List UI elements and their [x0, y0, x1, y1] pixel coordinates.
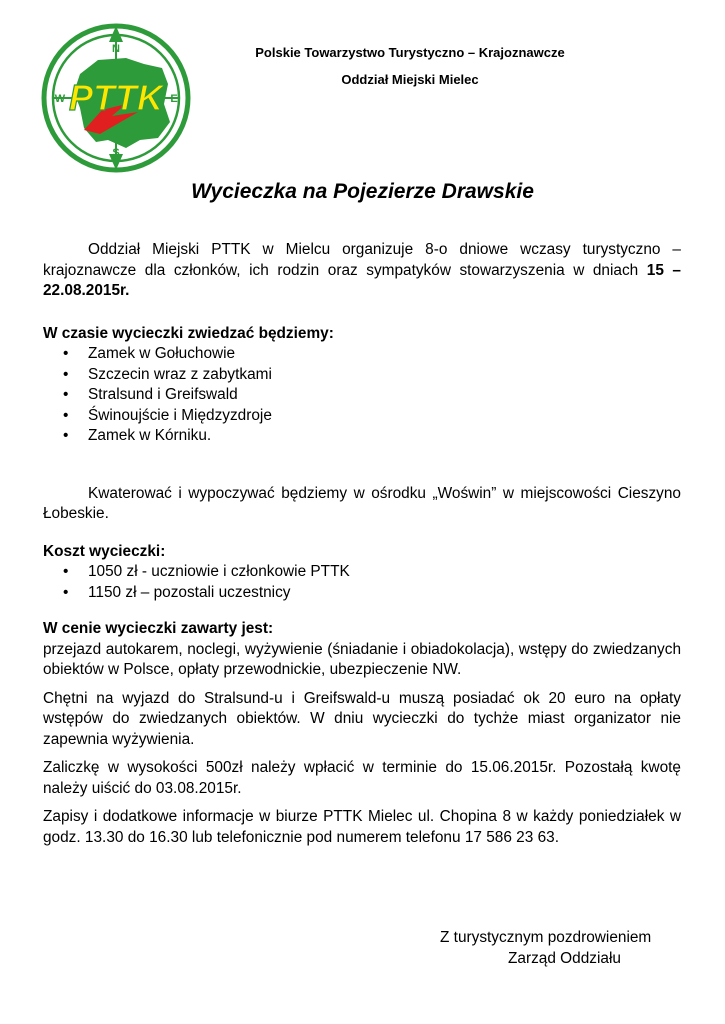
note-paragraph: Zapisy i dodatkowe informacje w biurze PTTK Mielec ul. Chopina 8 w każdy poniedziałek w godz. 13.30 do 16.30 lub telefonicznie pod numerem telefonu 17 586 23 63. — [43, 808, 681, 846]
closing-greeting: Z turystycznym pozdrowieniem — [440, 929, 652, 946]
document-title: Wycieczka na Pojezierze Drawskie — [191, 180, 534, 203]
included-heading: W cenie wycieczki zawarty jest: — [43, 620, 274, 637]
pttk-logo — [40, 22, 192, 174]
list-item: • 1050 zł - uczniowie i członkowie PTTK — [43, 562, 681, 583]
list-item: • 1150 zł – pozostali uczestnicy — [43, 583, 681, 604]
compass-w: W — [54, 93, 66, 105]
sightseeing-heading: W czasie wycieczki zwiedzać będziemy: — [43, 324, 334, 342]
compass-s: S — [112, 147, 120, 159]
cost-list — [43, 562, 681, 603]
included-text: przejazd autokarem, noclegi, wyżywienie (śniadanie i obiadokolacja), wstępy do zwiedzanych obiektów w Polsce, opłaty przewodnickie, ubezpieczenie NW. — [43, 640, 681, 678]
cost-heading: Koszt wycieczki: — [43, 542, 166, 560]
closing-signatory: Zarząd Oddziału — [508, 949, 621, 967]
list-item: • Zamek w Kórniku. — [43, 426, 681, 447]
document-body — [43, 240, 681, 848]
list-item: • Zamek w Gołuchowie — [43, 344, 681, 365]
intro-paragraph — [43, 240, 681, 302]
list-item: • Świnoujście i Międzyzdroje — [43, 406, 681, 427]
note-paragraph: Zaliczkę w wysokości 500zł należy wpłacić w terminie do 15.06.2015r. Pozostałą kwotę należy uiścić do 03.08.2015r. — [43, 759, 681, 797]
intro-text: Oddział Miejski PTTK w Mielcu organizuje 8-o dniowe wczasy turystyczno – krajoznawcze dla członków, ich rodzin oraz sympatyków stowarzyszenia w dniach — [43, 241, 681, 279]
organization-name: Polskie Towarzystwo Turystyczno – Krajoznawcze — [255, 45, 565, 60]
closing-signature — [440, 928, 700, 969]
note-paragraph: Chętni na wyjazd do Stralsund-u i Greifswald-u muszą posiadać ok 20 euro na opłaty wstępów do zwiedzanych obiektów. W dniu wycieczki do tychże miast organizator nie zapewnia wyżywienia. — [43, 689, 681, 748]
accommodation-paragraph: Kwaterować i wypoczywać będziemy w ośrodku „Woświn” w miejscowości Cieszyno Łobeskie. — [43, 484, 681, 522]
logo-text: PTTK — [69, 77, 163, 118]
list-item: • Szczecin wraz z zabytkami — [43, 365, 681, 386]
sightseeing-list — [43, 344, 681, 447]
trip-dates: 15 – 22.08.2015r. — [43, 261, 681, 299]
list-item: • Stralsund i Greifswald — [43, 385, 681, 406]
compass-e: E — [170, 93, 178, 105]
branch-name: Oddział Miejski Mielec — [341, 72, 479, 87]
compass-n: N — [112, 43, 120, 55]
